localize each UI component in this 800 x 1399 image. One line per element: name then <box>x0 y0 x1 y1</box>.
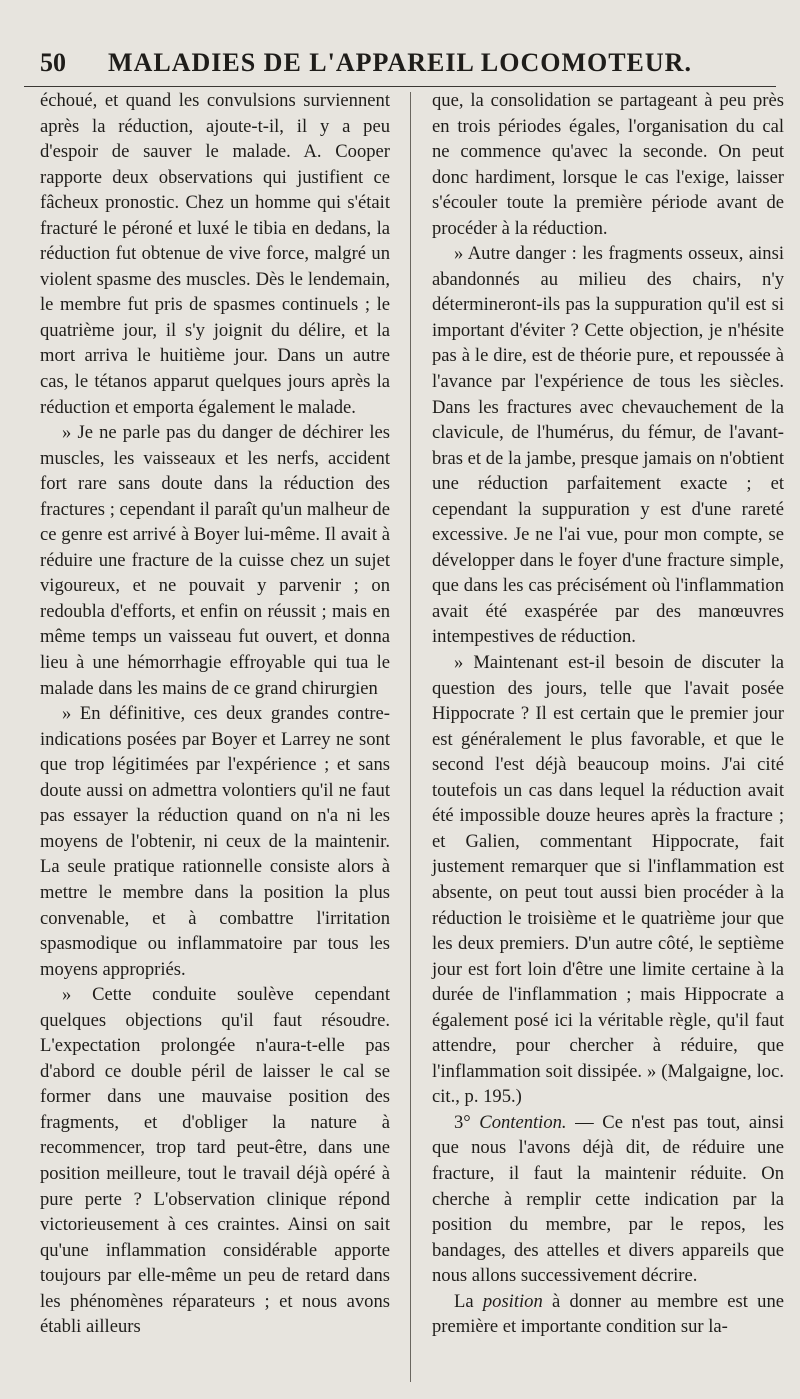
left-column <box>40 88 390 1340</box>
page-number: 50 <box>40 48 66 77</box>
page-header <box>24 46 776 87</box>
paragraph <box>432 1289 784 1340</box>
paragraph: » Je ne parle pas du danger de déchirer les muscles, les vaisseaux et les nerfs, accident fort rare sans doute dans la réduction des fractures ; cependant il paraît qu'un malheur de ce genre est arrivé à Boyer lui-même. Il avait à réduire une fracture de la cuisse chez un sujet vigoureux, et ne pouvait y parvenir ; on redoubla d'efforts, et enfin on réussit ; mais en même temps un vaisseau fut ouvert, et donna lieu à une hémorrhagie effroyable qui tua le malade dans les mains de ce grand chirurgien <box>40 422 390 699</box>
paragraph: » Autre danger : les fragments osseux, ainsi abandonnés au milieu des chairs, n'y détermineront-ils pas la suppuration qu'il est si important d'éviter ? Cette objection, je n'hésite pas à le dire, est de théorie pure, et repoussée à l'avance par l'expérience de tous les siècles. Dans les fractures avec chevauchement de la clavicule, de l'humérus, du fémur, de l'avant-bras et de la jambe, presque jamais on n'obtient une réduction parfaitement exacte ; et cependant la suppuration y est d'une rareté excessive. Je ne l'ai vue, pour mon compte, se développer dans le foyer d'une fracture simple, que dans les cas précisément où l'inflammation avait été exaspérée par des manœuvres intempestives de réduction. <box>432 243 784 648</box>
paragraph-text: à donner au membre est une première et importante condition sur la- <box>432 1290 784 1338</box>
paragraph: » Maintenant est-il besoin de discuter la question des jours, telle que l'avait posée Hippocrate ? Il est certain que le premier jour est généralement le plus favorable, et que le second l'est déjà beaucoup moins. J'ai cité toutefois un cas dans lequel la réduction avait été impossible douze heures après la fracture ; et Galien, commentant Hippocrate, fait justement remarquer que si l'inflammation est absente, on peut tout aussi bien procéder à la réduction le troisième et le quatrième jour que les deux premiers. D'un autre côté, le septième jour est fort loin d'être une limite certaine à la durée de l'inflammation ; mais Hippocrate a également posé ici la véritable règle, qu'il faut attendre, pour chercher à réduire, que l'inflammation soit dissipée. » (Malgaigne, loc. cit., p. 195.) <box>432 652 784 1108</box>
paragraph: échoué, et quand les convulsions surviennent après la réduction, ajoute-t-il, il y a peu d'espoir de sauver le malade. A. Cooper rapporte deux observations qui justifient ce fâcheux pronostic. Chez un homme qui s'était fracturé le péroné et luxé le tibia en dedans, la réduction fut obtenue de vive force, malgré un violent spasme des muscles. Dès le lendemain, le membre fut pris de spasmes continuels ; le quatrième jour, il s'y joignit du délire, et la mort arriva le huitième jour. Dans un autre cas, le tétanos apparut quelques jours après la réduction et emporta également le malade. <box>40 90 390 418</box>
running-title: MALADIES DE L'APPAREIL LOCOMOTEUR. <box>108 48 692 77</box>
paragraph-prefix: La <box>454 1290 483 1312</box>
paragraph: » Cette conduite soulève cependant quelques objections qu'il faut résoudre. L'expectation prolongée n'aura-t-elle pas d'abord ce double péril de laisser le cal se former dans une mauvaise position des fragments, et d'obliger la nature à recommencer, trop tard peut-être, dans une position meilleure, tout le travail déjà opéré à pure perte ? L'observation clinique répond victorieusement à ces craintes. Ainsi on sait qu'une inflammation considérable apporte toujours par elle-même un peu de retard dans les phénomènes réparateurs ; et nous avons établi ailleurs <box>40 984 390 1338</box>
paragraph <box>432 1110 784 1289</box>
paragraph: que, la consolidation se partageant à peu près en trois périodes égales, l'organisation du cal ne commence qu'avec la seconde. On peut donc hardiment, lorsque le cas l'exige, laisser s'écouler toute la première période avant de procéder à la réduction. <box>432 90 784 239</box>
right-column <box>432 88 784 1340</box>
paragraph-text: — Ce n'est pas tout, ainsi que nous l'avons déjà dit, de réduire une fracture, il faut la maintenir réduite. On cherche à remplir cette indication par la position du membre, par le repos, les bandages, des attelles et divers appareils que nous allons successivement décrire. <box>432 1111 784 1287</box>
section-heading: Contention. <box>479 1111 567 1133</box>
paragraph: » En définitive, ces deux grandes contre-indications posées par Boyer et Larrey ne sont que trop légitimées par l'expérience ; et sans doute aussi on admettra volontiers qu'il ne faut pas essayer la réduction quand on n'a ni les moyens de l'obtenir, ni ceux de la maintenir. La seule pratique rationnelle consiste alors à mettre le membre dans la position la plus convenable, et à combattre l'irritation spasmodique ou inflammatoire par tous les moyens appropriés. <box>40 703 390 980</box>
column-divider <box>410 92 411 1382</box>
emphasized-term: position <box>482 1290 543 1312</box>
section-number: 3° <box>454 1111 471 1133</box>
